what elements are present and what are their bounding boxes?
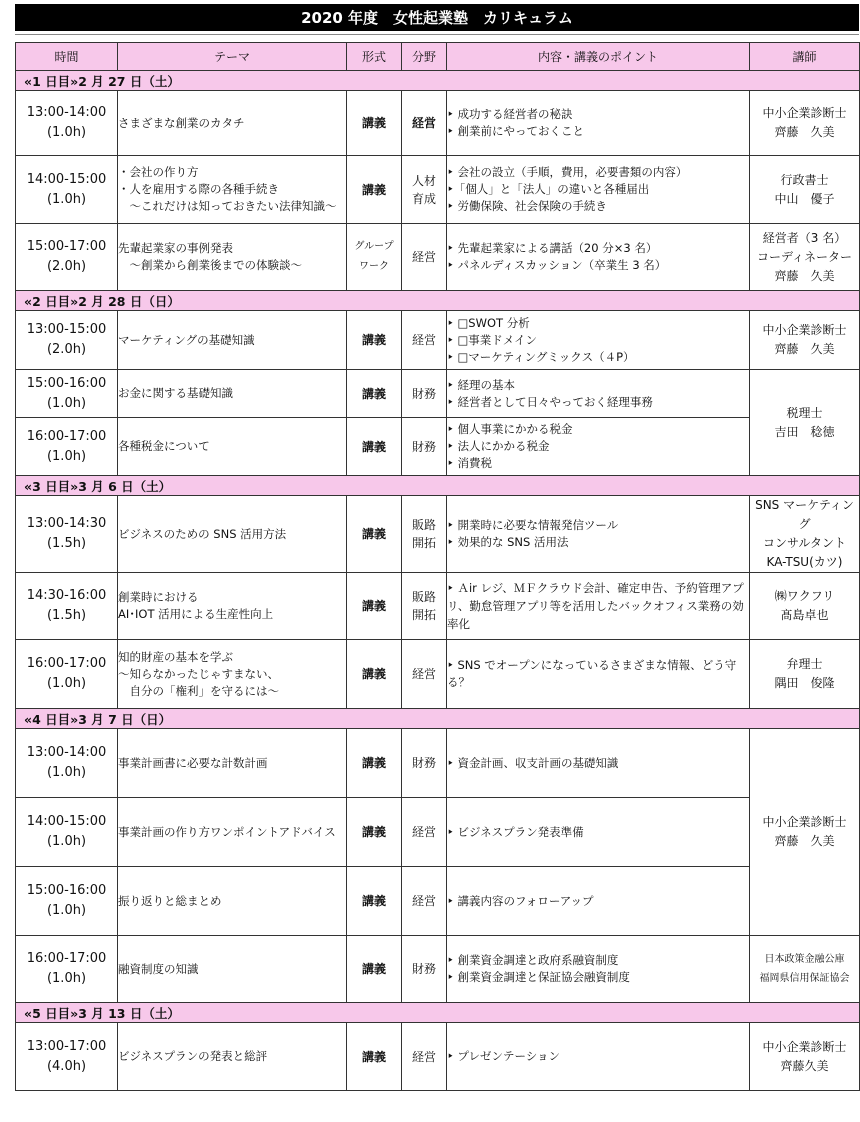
theme-cell: ビジネスのための SNS 活用方法 <box>118 496 347 573</box>
point: ‣ 先輩起業家による講話（20 分×3 名） <box>447 241 658 255</box>
instructor-title: 行政書士 <box>780 172 829 187</box>
field-cell: 経営 <box>402 311 447 370</box>
time-cell <box>16 573 118 640</box>
day-label: «3 日目»3 月 6 日（土） <box>16 476 860 496</box>
point: ‣ 創業資金調達と保証協会融資制度 <box>447 970 630 984</box>
duration: (1.0h) <box>46 676 87 691</box>
time-cell <box>16 370 118 418</box>
theme-cell: 事業計画書に必要な計数計画 <box>118 729 347 798</box>
time-range: 13:00-15:00 <box>26 322 107 337</box>
time-cell <box>16 311 118 370</box>
theme-line: 自分の「権利」を守るには～ <box>118 683 279 698</box>
instructor-cell <box>750 640 860 709</box>
table-row <box>16 418 860 476</box>
day-row <box>16 476 860 496</box>
time-cell <box>16 496 118 573</box>
theme-cell: 各種税金について <box>118 418 347 476</box>
time-range: 15:00-16:00 <box>26 375 107 391</box>
instructor-org: 福岡県信用保証協会 <box>759 973 850 984</box>
field-cell: 経営 <box>402 867 447 936</box>
time-cell <box>16 798 118 867</box>
time-range: 16:00-17:00 <box>26 951 107 966</box>
time-range: 13:00-14:30 <box>26 516 107 531</box>
time-range: 13:00-14:00 <box>26 745 107 760</box>
format-cell: 講義 <box>347 496 402 573</box>
format-cell: 講義 <box>347 936 402 1003</box>
day-row <box>16 1003 860 1023</box>
point: ‣ 法人にかかる税金 <box>447 439 550 453</box>
instructor-name: 吉田 稔徳 <box>774 424 835 439</box>
table-row <box>16 91 860 156</box>
instructor-cell <box>750 91 860 156</box>
theme-cell: お金に関する基礎知識 <box>118 370 347 418</box>
field-cell <box>402 496 447 573</box>
instructor-title: 中小企業診断士 <box>762 323 847 337</box>
points-cell <box>447 418 750 476</box>
theme-cell <box>118 156 347 224</box>
theme-cell: 振り返りと総まとめ <box>118 867 347 936</box>
theme-cell <box>118 573 347 640</box>
duration: (2.0h) <box>46 259 87 274</box>
header-row <box>16 43 860 71</box>
instructor-name: 齊藤 久美 <box>774 834 835 848</box>
time-cell <box>16 729 118 798</box>
field-cell: 経営 <box>402 1023 447 1091</box>
duration: (1.0h) <box>46 971 87 986</box>
theme-cell: マーケティングの基礎知識 <box>118 311 347 370</box>
curriculum-table <box>15 42 860 1091</box>
instructor-title: 経営者（3 名） <box>762 230 847 245</box>
instructor-title: コーディネーター <box>756 249 853 264</box>
field-cell <box>402 156 447 224</box>
point: ‣ □事業ドメイン <box>447 332 537 347</box>
theme-line: ～これだけは知っておきたい法律知識～ <box>118 199 337 213</box>
time-cell <box>16 867 118 936</box>
point: ‣ 成功する経営者の秘訣 <box>447 107 573 121</box>
field-line: 販路 <box>411 590 436 604</box>
duration: (1.0h) <box>46 448 87 464</box>
table-row <box>16 936 860 1003</box>
header-format: 形式 <box>347 43 402 71</box>
points-cell: ‣ 講義内容のフォローアップ <box>447 867 750 936</box>
instructor-cell <box>750 1023 860 1091</box>
theme-line: ～創業から創業後までの体験談～ <box>118 258 302 272</box>
table-row <box>16 573 860 640</box>
field-cell: 財務 <box>402 370 447 418</box>
instructor-org: 日本政策金融公庫 <box>764 954 845 965</box>
time-range: 13:00-17:00 <box>26 1038 107 1054</box>
format-line: グループ <box>354 241 394 252</box>
format-cell: 講義 <box>347 418 402 476</box>
table-row <box>16 370 860 418</box>
duration: (1.0h) <box>46 125 87 140</box>
duration: (2.0h) <box>46 342 87 357</box>
points-cell <box>447 496 750 573</box>
theme-cell: 融資制度の知識 <box>118 936 347 1003</box>
instructor-title: 弁理士 <box>786 657 823 671</box>
points-cell <box>447 936 750 1003</box>
time-range: 16:00-17:00 <box>26 428 107 444</box>
field-line: 育成 <box>411 191 436 206</box>
instructor-title: 税理士 <box>786 405 823 420</box>
duration: (4.0h) <box>46 1058 87 1074</box>
points-cell <box>447 311 750 370</box>
theme-cell <box>118 224 347 291</box>
field-cell: 財務 <box>402 729 447 798</box>
field-line: 販路 <box>411 518 436 532</box>
points-cell <box>447 370 750 418</box>
time-range: 16:00-17:00 <box>26 656 107 671</box>
field-cell: 財務 <box>402 418 447 476</box>
field-cell: 財務 <box>402 936 447 1003</box>
time-range: 14:30-16:00 <box>26 588 107 603</box>
time-cell <box>16 91 118 156</box>
theme-cell <box>118 640 347 709</box>
theme-line: 知的財産の基本を学ぶ <box>118 649 233 664</box>
theme-cell: さまざまな創業のカタチ <box>118 91 347 156</box>
theme-line: ・人を雇用する際の各種手続き <box>118 182 279 196</box>
field-cell: 経営 <box>402 798 447 867</box>
table-row <box>16 640 860 709</box>
table-row <box>16 798 860 867</box>
header-theme: テーマ <box>118 43 347 71</box>
duration: (1.0h) <box>46 765 87 780</box>
points-cell <box>447 91 750 156</box>
time-range: 15:00-16:00 <box>26 883 107 898</box>
instructor-title: ㈱ワクフリ <box>774 589 835 603</box>
points-cell <box>447 156 750 224</box>
point: ‣ □マーケティングミックス（４P） <box>447 349 635 364</box>
points-cell: ‣ プレゼンテーション <box>447 1023 750 1091</box>
instructor-title: コンサルタント <box>763 536 846 550</box>
point: ‣ 創業前にやっておくこと <box>447 124 584 138</box>
instructor-title: 中小企業診断士 <box>762 106 847 120</box>
format-cell: 講義 <box>347 867 402 936</box>
field-cell: 経営 <box>402 224 447 291</box>
day-row <box>16 291 860 311</box>
format-cell: 講義 <box>347 156 402 224</box>
time-range: 14:00-15:00 <box>26 814 107 829</box>
instructor-cell <box>750 936 860 1003</box>
divider <box>15 34 859 35</box>
theme-line: ・会社の作り方 <box>118 165 199 179</box>
instructor-cell <box>750 370 860 476</box>
time-cell <box>16 936 118 1003</box>
duration: (1.0h) <box>46 191 87 207</box>
instructor-cell <box>750 496 860 573</box>
instructor-title: SNS マーケティング <box>755 498 854 531</box>
points-cell: ‣ 資金計画、収支計画の基礎知識 <box>447 729 750 798</box>
point: ‣ 個人事業にかかる税金 <box>447 422 573 436</box>
instructor-name: 齊藤 久美 <box>774 125 835 139</box>
point: ‣ パネルディスカッション（卒業生 3 名） <box>447 258 667 272</box>
day-label: «4 日目»3 月 7 日（日） <box>16 709 860 729</box>
day-row <box>16 709 860 729</box>
time-range: 14:00-15:00 <box>26 171 107 187</box>
field-cell: 経営 <box>402 640 447 709</box>
time-range: 15:00-17:00 <box>26 239 107 254</box>
format-cell: 講義 <box>347 311 402 370</box>
instructor-title: 中小企業診断士 <box>762 1039 847 1054</box>
point: ‣ 消費税 <box>447 456 492 470</box>
instructor-name: 髙島卓也 <box>780 608 829 622</box>
points-cell <box>447 224 750 291</box>
field-cell: 経営 <box>402 91 447 156</box>
point: ‣ □SWOT 分析 <box>447 315 530 330</box>
format-cell: 講義 <box>347 729 402 798</box>
instructor-title: 中小企業診断士 <box>762 815 847 829</box>
theme-cell: ビジネスプランの発表と総評 <box>118 1023 347 1091</box>
time-cell <box>16 156 118 224</box>
time-range: 13:00-14:00 <box>26 105 107 120</box>
point: ‣ 労働保険、社会保険の手続き <box>447 199 607 213</box>
field-line: 開拓 <box>411 608 436 622</box>
page-title: 2020 年度 女性起業塾 カリキュラム <box>15 4 859 31</box>
point: ‣「個人」と「法人」の違いと各種届出 <box>447 182 650 196</box>
instructor-name: 齊藤 久美 <box>774 342 835 356</box>
header-time: 時間 <box>16 43 118 71</box>
instructor-cell <box>750 156 860 224</box>
header-field: 分野 <box>402 43 447 71</box>
table-row <box>16 729 860 798</box>
point: ‣ 効果的な SNS 活用法 <box>447 535 569 549</box>
theme-line: AI･IOT 活用による生産性向上 <box>118 607 274 621</box>
theme-line: ～知らなかったじゃすまない、 <box>118 666 279 681</box>
format-cell: 講義 <box>347 573 402 640</box>
day-row <box>16 71 860 91</box>
instructor-name: 中山 優子 <box>774 191 835 206</box>
instructor-name: 齊藤久美 <box>780 1058 829 1073</box>
instructor-name: 齊藤 久美 <box>774 268 835 283</box>
format-cell <box>347 224 402 291</box>
instructor-name: 隅田 俊隆 <box>774 676 835 690</box>
point: ‣ 会社の設立（手順，費用，必要書類の内容） <box>447 165 688 179</box>
table-row <box>16 867 860 936</box>
instructor-cell <box>750 729 860 936</box>
points-cell: ‣ ビジネスプラン発表準備 <box>447 798 750 867</box>
format-line: ワーク <box>359 261 389 272</box>
time-cell <box>16 1023 118 1091</box>
instructor-cell <box>750 311 860 370</box>
point: ‣ 経営者として日々やっておく経理事務 <box>447 394 653 409</box>
duration: (1.5h) <box>46 536 87 551</box>
table-row <box>16 1023 860 1091</box>
field-line: 開拓 <box>411 536 436 550</box>
field-line: 人材 <box>411 173 436 188</box>
point: ‣ 経理の基本 <box>447 377 515 392</box>
format-cell: 講義 <box>347 640 402 709</box>
point: ‣ 創業資金調達と政府系融資制度 <box>447 953 619 967</box>
table-row <box>16 496 860 573</box>
point: ‣ 開業時に必要な情報発信ツール <box>447 518 619 532</box>
table-row <box>16 156 860 224</box>
instructor-name: KA-TSU(カツ) <box>766 555 843 569</box>
header-instructor: 講師 <box>750 43 860 71</box>
points-cell: ‣ Ａir レジ、ＭＦクラウド会計、確定申告、予約管理アプリ、勤怠管理アプリ等を活用したバックオフィス業務の効率化 <box>447 573 750 640</box>
duration: (1.5h) <box>46 608 87 623</box>
theme-line: 創業時における <box>118 590 199 604</box>
format-cell: 講義 <box>347 370 402 418</box>
theme-cell: 事業計画の作り方ワンポイントアドバイス <box>118 798 347 867</box>
day-label: «1 日目»2 月 27 日（土） <box>16 71 860 91</box>
duration: (1.0h) <box>46 395 87 411</box>
format-cell: 講義 <box>347 1023 402 1091</box>
format-cell: 講義 <box>347 91 402 156</box>
time-cell <box>16 640 118 709</box>
table-row <box>16 311 860 370</box>
duration: (1.0h) <box>46 903 87 918</box>
header-points: 内容・講義のポイント <box>447 43 750 71</box>
instructor-cell <box>750 224 860 291</box>
theme-line: 先輩起業家の事例発表 <box>118 241 233 255</box>
time-cell <box>16 224 118 291</box>
instructor-cell <box>750 573 860 640</box>
day-label: «2 日目»2 月 28 日（日） <box>16 291 860 311</box>
field-cell <box>402 573 447 640</box>
duration: (1.0h) <box>46 834 87 849</box>
time-cell <box>16 418 118 476</box>
points-cell: ‣ SNS でオープンになっているさまざまな情報、どう守る？ <box>447 640 750 709</box>
day-label: «5 日目»3 月 13 日（土） <box>16 1003 860 1023</box>
format-cell: 講義 <box>347 798 402 867</box>
table-row <box>16 224 860 291</box>
